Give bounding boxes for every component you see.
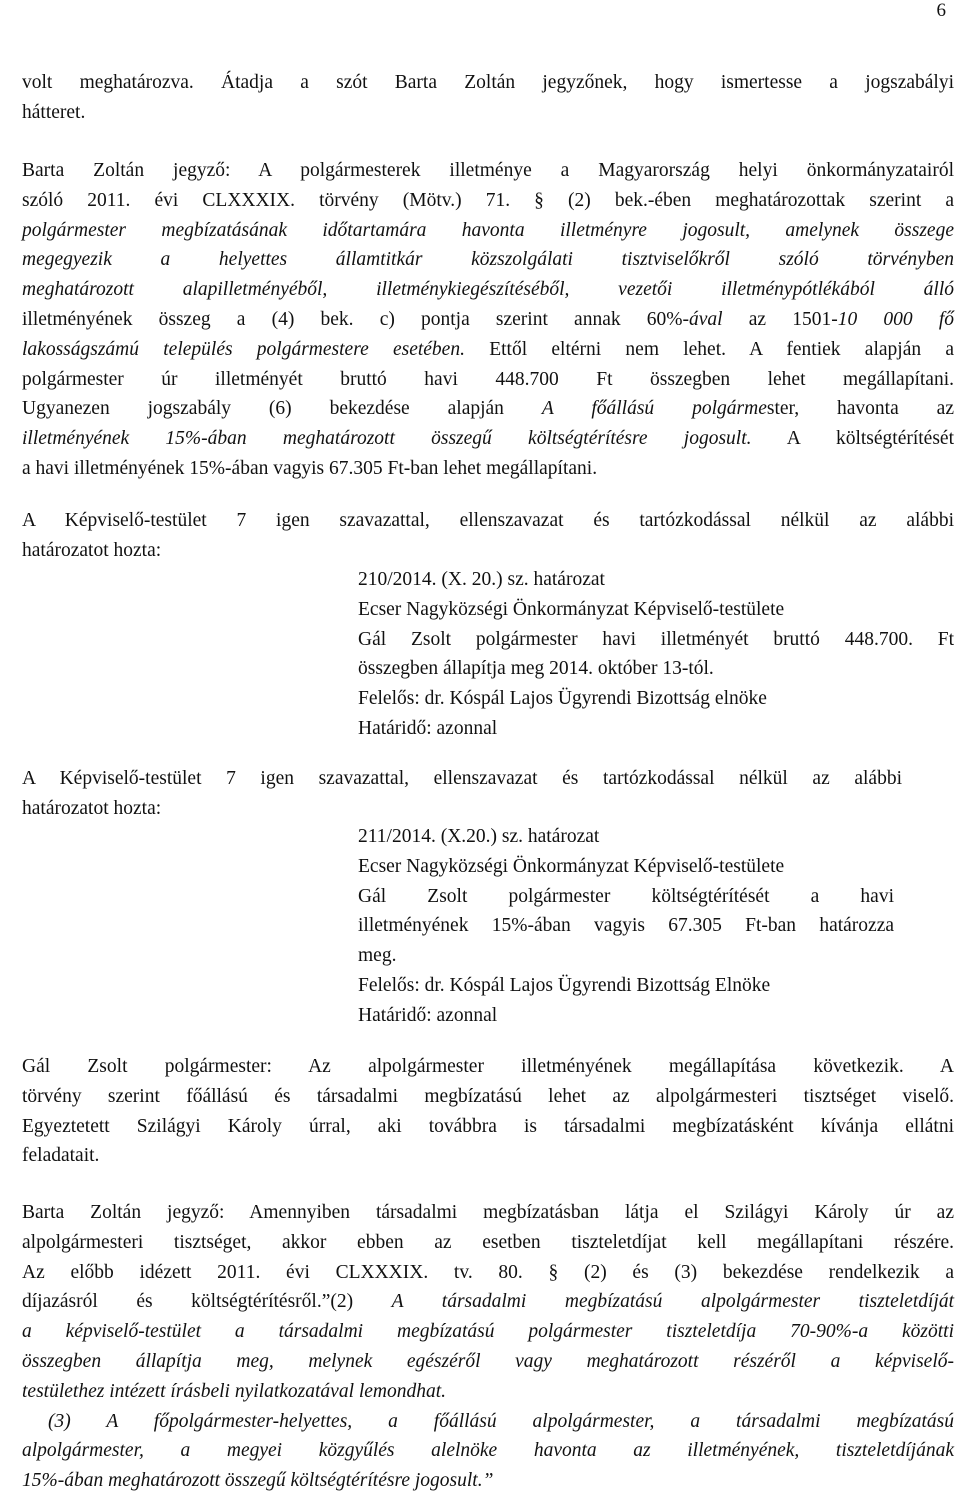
vote-statement	[22, 764, 902, 824]
text-line	[22, 424, 954, 454]
text-line: A Képviselő-testület 7 igen szavazattal, ellenszavazat és tartózkodással nélkül az alábbi	[22, 768, 902, 789]
text-segment: az 1501-	[722, 308, 838, 330]
vote-statement	[22, 506, 954, 566]
text-line	[22, 1466, 954, 1496]
text-line: törvény szerint főállású és társadalmi megbízatású lehet az alpolgármesteri tisztséget viselő.	[22, 1085, 954, 1107]
resolution-text: Gál Zsolt polgármester havi illetményét bruttó 448.700. Ft	[358, 628, 954, 650]
resolution-deadline: Határidő: azonnal	[358, 717, 498, 739]
text-line: Barta Zoltán jegyző: A polgármesterek illetménye a Magyarország helyi önkormányzatairól	[22, 160, 954, 181]
resolution-responsible: Felelős: dr. Kóspál Lajos Ügyrendi Bizottság elnöke	[358, 688, 767, 710]
resolution-responsible: Felelős: dr. Kóspál Lajos Ügyrendi Bizottság Elnöke	[358, 974, 771, 996]
text-line	[22, 245, 954, 275]
text-line: Egyeztetett Szilágyi Károly úrral, aki továbbra is társadalmi megbízatásként kívánja ellátni	[22, 1115, 954, 1137]
text-line	[22, 1407, 954, 1437]
quoted-law-text: a képviselő-testület a társadalmi megbízatású polgármester tiszteletdíja 70-90%-a közötti	[22, 1321, 954, 1343]
text-line: A Képviselő-testület 7 igen szavazattal, ellenszavazat és tartózkodással nélkül az alábbi	[22, 510, 954, 531]
text-line	[22, 275, 954, 305]
quoted-law-text: polgármester megbízatásának időtartamára havonta illetményre jogosult, amelynek összege	[22, 219, 954, 241]
quoted-law-text: A főállású polgárme	[541, 398, 767, 420]
quoted-law-text: 15%-ában meghatározott összegű költségtérítésre jogosult.”	[22, 1470, 494, 1492]
text-line: volt meghatározva. Átadja a szót Barta Zoltán jegyzőnek, hogy ismertesse a jogszabályi	[22, 72, 954, 93]
quoted-law-text: A társadalmi megbízatású alpolgármester tiszteletdíját	[391, 1291, 955, 1313]
quoted-law-text: meghatározott alapilletményéből, illetménykiegészítéséből, vezetői illetménypótlékából álló	[22, 279, 954, 301]
text-segment: ”(2)	[321, 1291, 392, 1313]
quoted-law-text: (3) A főpolgármester-helyettes, a főállású alpolgármester, a társadalmi megbízatású	[48, 1410, 954, 1432]
quoted-law-text: alpolgármester, a megyei közgyűlés alelnöke havonta az illetményének, tiszteletdíjának	[22, 1440, 954, 1462]
resolution-text: összegben állapítja meg 2014. október 13-tól.	[358, 658, 714, 680]
quoted-law-text: illetményének 15%-ában meghatározott összegű költségtérítésre jogosult.	[22, 428, 752, 450]
quoted-law-text: összegben állapítja meg, melynek egészéről vagy meghatározott részéről a képviselő-	[22, 1350, 954, 1372]
page-number: 6	[936, 0, 946, 21]
resolution-deadline: Határidő: azonnal	[358, 1004, 498, 1026]
paragraph-honorarium	[22, 1198, 954, 1496]
text-segment: A költségtérítését	[751, 428, 954, 450]
text-line: polgármester úr illetményét bruttó havi 448.700 Ft összegben lehet megállapítani.	[22, 368, 954, 390]
text-segment: illetményének összeg a (4) bek. c) pontja szerint annak 60%	[22, 308, 683, 330]
resolution-text: meg.	[358, 945, 397, 967]
text-segment: ster, havonta az	[766, 398, 954, 420]
resolution-number: 210/2014. (X. 20.) sz. határozat	[358, 569, 605, 590]
text-line: Gál Zsolt polgármester: Az alpolgármester illetményének megállapítása következik. A	[22, 1056, 954, 1077]
text-line: határozatot hozta:	[22, 539, 162, 561]
quoted-law-text: lakosságszámú település polgármestere esetében.	[22, 338, 465, 360]
text-segment: Ettől eltérni nem lehet. A fentiek alapján a	[464, 338, 954, 360]
text-line: alpolgármesteri tisztséget, akkor ebben az esetben tiszteletdíjat kell megállapítani részére.	[22, 1231, 954, 1253]
text-line	[22, 335, 954, 365]
quoted-law-text: megegyezik a helyettes államtitkár közszolgálati tisztviselőkről szóló törvényben	[22, 249, 954, 271]
text-line: feladatait.	[22, 1145, 100, 1167]
text-line: hátteret.	[22, 101, 86, 123]
text-line	[22, 1317, 954, 1347]
resolution-body: Ecser Nagyközségi Önkormányzat Képviselő-testülete	[358, 855, 785, 877]
quoted-law-text: testülethez intézett írásbeli nyilatkozatával lemondhat.	[22, 1380, 447, 1402]
text-line: Barta Zoltán jegyző: Amennyiben társadalmi megbízatásban látja el Szilágyi Károly úr az	[22, 1202, 954, 1223]
text-line	[22, 216, 954, 246]
resolution-body: Ecser Nagyközségi Önkormányzat Képviselő-testülete	[358, 598, 785, 620]
text-line: határozatot hozta:	[22, 797, 162, 819]
text-line	[22, 305, 954, 335]
paragraph-legal-background	[22, 156, 954, 484]
text-segment: Ugyanezen jogszabály (6) bekezdése alapján	[22, 398, 542, 420]
text-line	[22, 394, 954, 424]
text-segment: díjazásról és költségtérítésről.	[22, 1291, 322, 1313]
text-line: a havi illetményének 15%-ában vagyis 67.305 Ft-ban lehet megállapítani.	[22, 457, 598, 479]
text-line: szóló 2011. évi CLXXXIX. törvény (Mötv.) 71. § (2) bek.-ében meghatározottak szerint a	[22, 189, 954, 211]
resolution-text: Gál Zsolt polgármester költségtérítését a havi	[358, 885, 894, 907]
paragraph-intro	[22, 68, 954, 128]
text-line	[22, 1347, 954, 1377]
quoted-law-text: 10 000 fő	[837, 308, 954, 330]
text-line: Az előbb idézett 2011. évi CLXXXIX. tv. 80. § (2) és (3) bekezdése rendelkezik a	[22, 1261, 954, 1283]
resolution-block	[358, 822, 894, 1031]
resolution-block	[358, 565, 954, 744]
quoted-law-text: -ával	[682, 308, 723, 330]
text-line	[22, 1287, 954, 1317]
text-line	[22, 1377, 954, 1407]
paragraph-deputy-mayor	[22, 1052, 954, 1171]
text-line	[22, 1436, 954, 1466]
resolution-number: 211/2014. (X.20.) sz. határozat	[358, 826, 600, 847]
resolution-text: illetményének 15%-ában vagyis 67.305 Ft-ban határozza	[358, 915, 894, 937]
